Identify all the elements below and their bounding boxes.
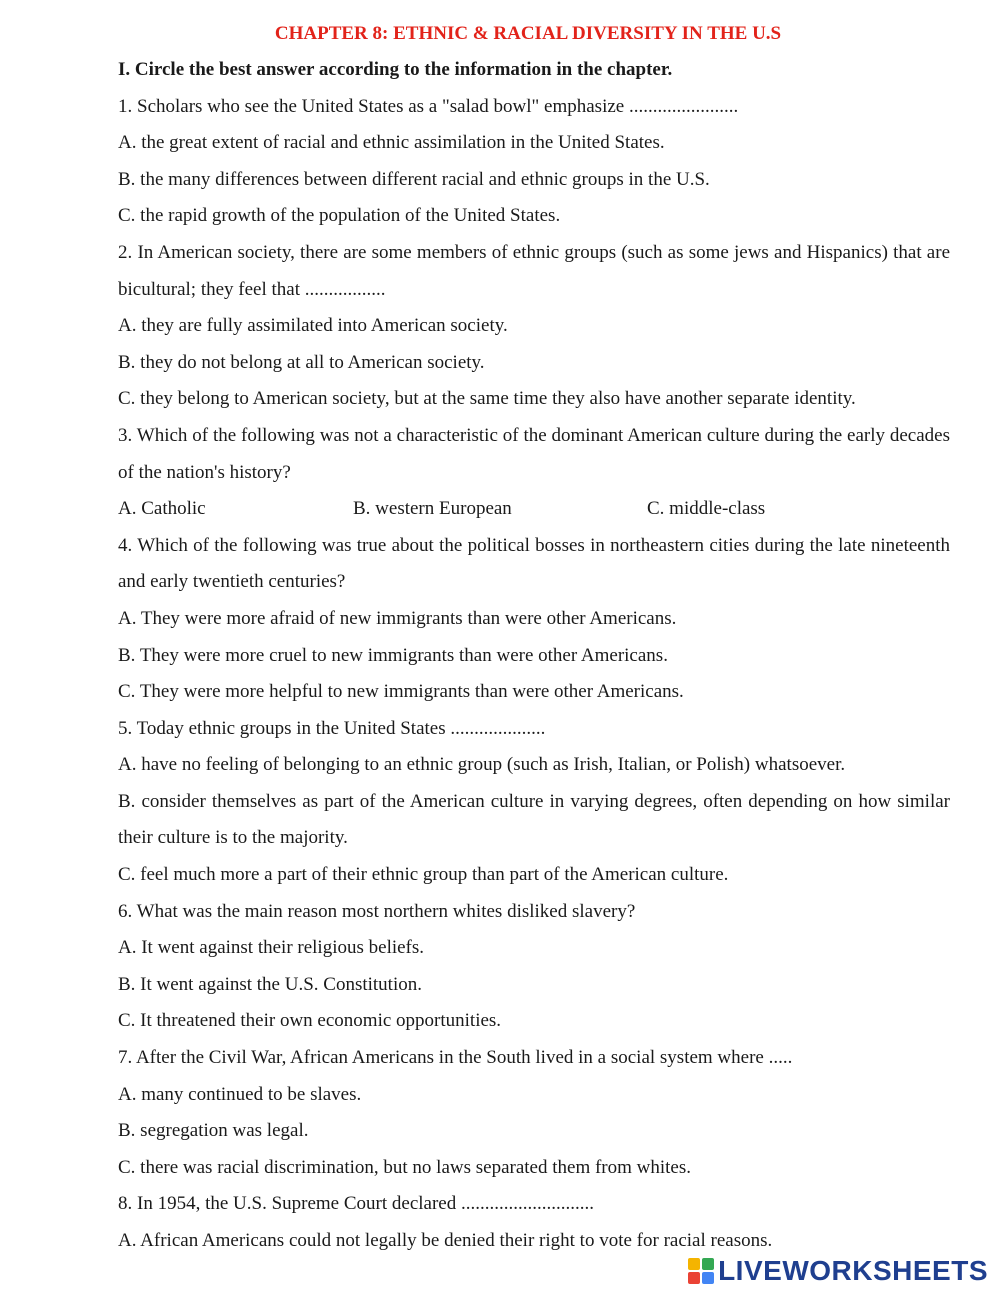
- option-5b[interactable]: B. consider themselves as part of the American culture in varying degrees, often depending on how similar their culture is to the majority.: [118, 790, 950, 849]
- liveworksheets-logo: [688, 1256, 988, 1286]
- option-6b[interactable]: B. It went against the U.S. Constitution.: [118, 973, 422, 995]
- option-3a[interactable]: A. Catholic: [118, 498, 206, 520]
- question-3: 3. Which of the following was not a characteristic of the dominant American culture during the early decades of the nation's history?: [118, 424, 950, 483]
- logo-text: LIVEWORKSHEETS: [718, 1255, 988, 1286]
- option-2b[interactable]: B. they do not belong at all to American society.: [118, 351, 485, 373]
- option-4c[interactable]: C. They were more helpful to new immigrants than were other Americans.: [118, 681, 684, 703]
- option-2c[interactable]: C. they belong to American society, but at the same time they also have another separate identity.: [118, 388, 856, 410]
- option-4a[interactable]: A. They were more afraid of new immigrants than were other Americans.: [118, 607, 677, 629]
- instruction: I. Circle the best answer according to the information in the chapter.: [118, 59, 673, 80]
- question-8: 8. In 1954, the U.S. Supreme Court declared ............................: [118, 1193, 594, 1215]
- worksheet-page: [118, 16, 950, 1260]
- option-2a[interactable]: A. they are fully assimilated into American society.: [118, 315, 508, 337]
- option-1c[interactable]: C. the rapid growth of the population of the United States.: [118, 205, 561, 227]
- option-8a[interactable]: A. African Americans could not legally be denied their right to vote for racial reasons.: [118, 1230, 773, 1251]
- option-3b[interactable]: B. western European: [353, 498, 512, 520]
- option-5a[interactable]: A. have no feeling of belonging to an ethnic group (such as Irish, Italian, or Polish) whatsoever.: [118, 754, 846, 776]
- options-row-3: [118, 491, 950, 528]
- question-5: 5. Today ethnic groups in the United States ....................: [118, 717, 546, 739]
- question-6: 6. What was the main reason most northern whites disliked slavery?: [118, 900, 636, 922]
- option-1a[interactable]: A. the great extent of racial and ethnic assimilation in the United States.: [118, 132, 665, 154]
- question-4: 4. Which of the following was true about the political bosses in northeastern cities during the late nineteenth and early twentieth centuries?: [118, 534, 950, 593]
- question-7: 7. After the Civil War, African Americans in the South lived in a social system where .....: [118, 1047, 793, 1069]
- option-3c[interactable]: C. middle-class: [647, 498, 766, 520]
- question-2: 2. In American society, there are some members of ethnic groups (such as some jews and Hispanics) that are bicultural; they feel that .................: [118, 241, 950, 300]
- page-title: CHAPTER 8: ETHNIC & RACIAL DIVERSITY IN THE U.S: [274, 23, 782, 44]
- option-7a[interactable]: A. many continued to be slaves.: [118, 1083, 362, 1105]
- option-7b[interactable]: B. segregation was legal.: [118, 1120, 309, 1142]
- option-7c[interactable]: C. there was racial discrimination, but no laws separated them from whites.: [118, 1156, 692, 1178]
- option-4b[interactable]: B. They were more cruel to new immigrants than were other Americans.: [118, 644, 668, 666]
- option-6a[interactable]: A. It went against their religious beliefs.: [118, 937, 425, 959]
- question-1: 1. Scholars who see the United States as a "salad bowl" emphasize .......................: [118, 95, 739, 117]
- option-1b[interactable]: B. the many differences between different racial and ethnic groups in the U.S.: [118, 168, 710, 190]
- logo-mark-icon: [688, 1258, 714, 1284]
- option-5c[interactable]: C. feel much more a part of their ethnic group than part of the American culture.: [118, 864, 729, 886]
- option-6c[interactable]: C. It threatened their own economic opportunities.: [118, 1010, 502, 1032]
